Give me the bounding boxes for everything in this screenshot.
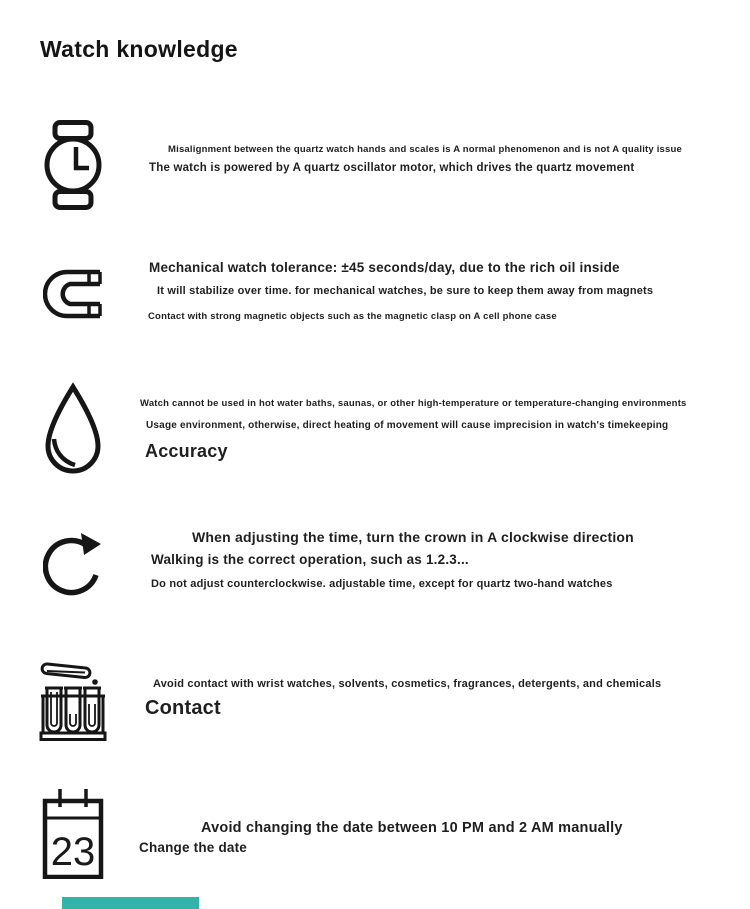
wristwatch-icon (43, 120, 103, 210)
water-drop-icon (42, 382, 104, 478)
crown-sub-line: Walking is the correct operation, such as 1.2.3... (151, 552, 469, 567)
magnet-sub-line: It will stabilize over time. for mechanical watches, be sure to keep them away from magnets (157, 285, 654, 297)
page-title: Watch knowledge (40, 36, 238, 62)
clockwise-arrow-icon (43, 527, 105, 601)
accuracy-note-line: Watch cannot be used in hot water baths, saunas, or other high-temperature or temperature-changing environments (140, 398, 687, 409)
magnet-icon (43, 268, 103, 320)
calendar-day-number: 23 (50, 830, 96, 874)
contact-note-line: Avoid contact with wrist watches, solvents, cosmetics, fragrances, detergents, and chemicals (153, 678, 662, 690)
date-sub-line: Change the date (139, 840, 248, 855)
date-main-line: Avoid changing the date between 10 PM and 2 AM manually (201, 820, 623, 836)
contact-heading: Contact (145, 697, 221, 719)
magnet-note-line: Contact with strong magnetic objects such as the magnetic clasp on A cell phone case (148, 311, 557, 322)
accuracy-sub-line: Usage environment, otherwise, direct heating of movement will cause imprecision in watch's timekeeping (146, 420, 669, 431)
bottom-accent-bar (62, 897, 199, 909)
test-tubes-icon (38, 646, 108, 744)
calendar-icon (42, 787, 104, 879)
quartz-note-line: Misalignment between the quartz watch hands and scales is A normal phenomenon and is not A quality issue (168, 144, 683, 155)
quartz-main-line: The watch is powered by A quartz oscillator motor, which drives the quartz movement (149, 162, 635, 174)
accuracy-heading: Accuracy (145, 441, 228, 461)
magnet-main-line: Mechanical watch tolerance: ±45 seconds/day, due to the rich oil inside (149, 260, 620, 275)
crown-note-line: Do not adjust counterclockwise. adjustable time, except for quartz two-hand watches (151, 578, 613, 590)
crown-main-line: When adjusting the time, turn the crown in A clockwise direction (192, 529, 634, 545)
